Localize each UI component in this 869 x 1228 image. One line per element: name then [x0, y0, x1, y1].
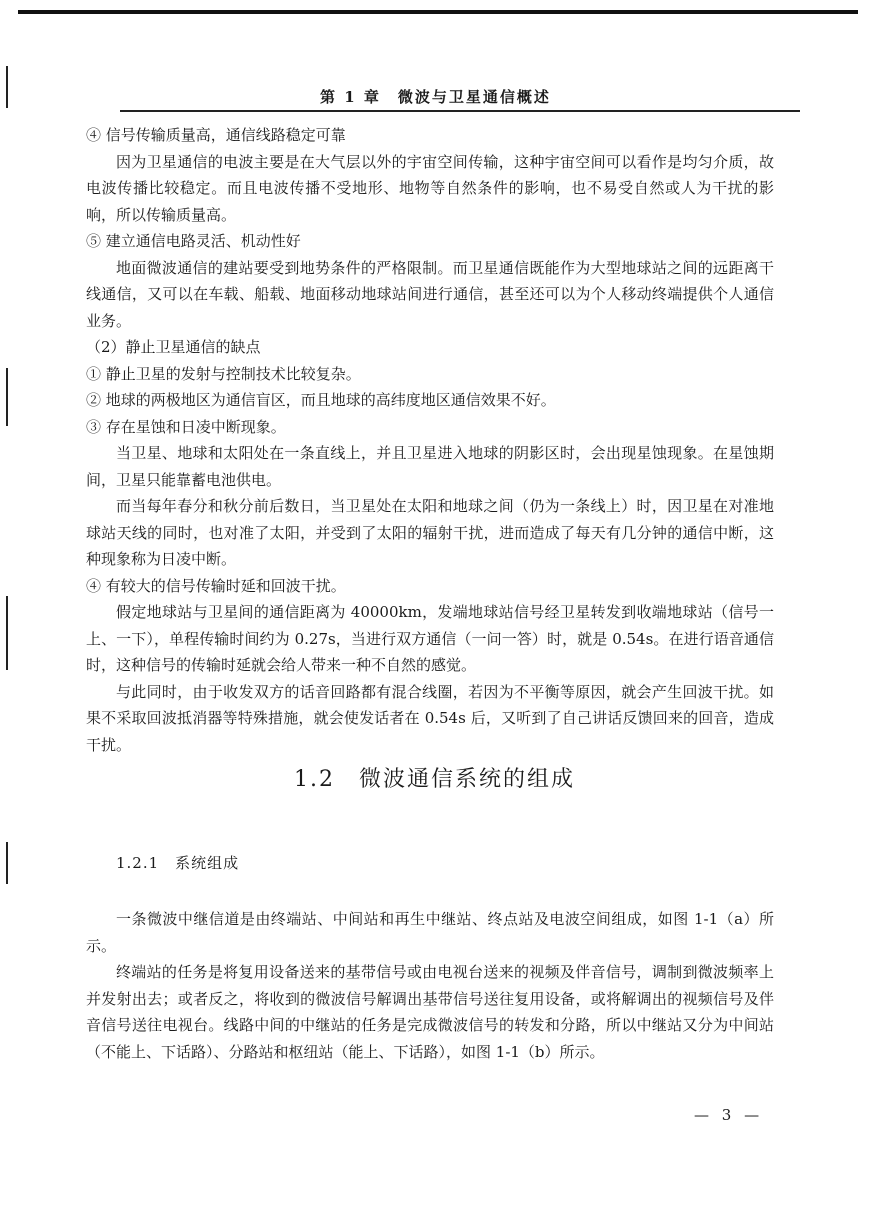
paragraph: 一条微波中继信道是由终端站、中间站和再生中继站、终点站及电波空间组成，如图 1-1（a）所示。: [86, 910, 774, 955]
paragraph: 而当每年春分和秋分前后数日，当卫星处在太阳和地球之间（仍为一条线上）时，因卫星在对准地球站天线的同时，也对准了太阳，并受到了太阳的辐射干扰，进而造成了每天有几分钟的通信中断，这种现象称为日凌中断。: [86, 497, 774, 568]
body-text-section-1: [86, 122, 774, 758]
paragraph: ③ 存在星蚀和日凌中断现象。: [86, 417, 286, 436]
paragraph: 当卫星、地球和太阳处在一条直线上，并且卫星进入地球的阴影区时，会出现星蚀现象。在星蚀期间，卫星只能靠蓄电池供电。: [86, 444, 774, 489]
paragraph: 与此同时，由于收发双方的话音回路都有混合线圈，若因为不平衡等原因，就会产生回波干扰。如果不采取回波抵消器等特殊措施，就会使发话者在 0.54s 后，又听到了自己讲话反馈回来的回音，造成干扰。: [86, 682, 774, 754]
paragraph: ① 静止卫星的发射与控制技术比较复杂。: [86, 364, 361, 383]
paragraph: （2）静止卫星通信的缺点: [86, 338, 261, 356]
body-text-section-2: [86, 906, 774, 1065]
paragraph: 地面微波通信的建站要受到地势条件的严格限制。而卫星通信既能作为大型地球站之间的远距离干线通信，又可以在车载、船载、地面移动地球站间进行通信，甚至还可以为个人移动终端提供个人通信业务。: [86, 258, 774, 330]
paragraph: ② 地球的两极地区为通信盲区，而且地球的高纬度地区通信效果不好。: [86, 391, 556, 409]
top-border-rule: [18, 10, 858, 14]
scan-edge-mark: [6, 368, 8, 426]
scan-edge-mark: [6, 842, 8, 884]
paragraph: 因为卫星通信的电波主要是在大气层以外的宇宙空间传输，这种宇宙空间可以看作是均匀介质，故电波传播比较稳定。而且电波传播不受地形、地物等自然条件的影响，也不易受自然或人为干扰的影响，所以传输质量高。: [86, 152, 774, 224]
paragraph: ④ 有较大的信号传输时延和回波干扰。: [86, 576, 346, 595]
paragraph: 假定地球站与卫星间的通信距离为 40000km，发端地球站信号经卫星转发到收端地球站（信号一上、一下），单程传输时间约为 0.27s，当进行双方通信（一问一答）时，就是 0.54s。在进行语音通信时，这种信号的传输时延就会给人带来一种不自然的感觉。: [86, 603, 774, 674]
running-header: [120, 86, 800, 112]
scan-edge-mark: [6, 66, 8, 108]
chapter-title: 第 1 章 微波与卫星通信概述: [320, 88, 551, 106]
paragraph: 终端站的任务是将复用设备送来的基带信号或由电视台送来的视频及伴音信号，调制到微波频率上并发射出去；或者反之，将收到的微波信号解调出基带信号送往复用设备，或将解调出的视频信号及伴音信号送往电视台。线路中间的中继站的任务是完成微波信号的转发和分路，所以中继站又分为中间站（不能上、下话路）、分路站和枢纽站（能上、下话路），如图 1-1（b）所示。: [86, 963, 774, 1061]
paragraph: ④ 信号传输质量高，通信线路稳定可靠: [86, 126, 346, 144]
paragraph: ⑤ 建立通信电路灵活、机动性好: [86, 232, 301, 250]
page-number: — 3 —: [694, 1106, 764, 1124]
section-title: 1.2 微波通信系统的组成: [294, 767, 575, 792]
subsection-title: 1.2.1 系统组成: [116, 854, 240, 872]
scan-edge-mark: [6, 596, 8, 670]
